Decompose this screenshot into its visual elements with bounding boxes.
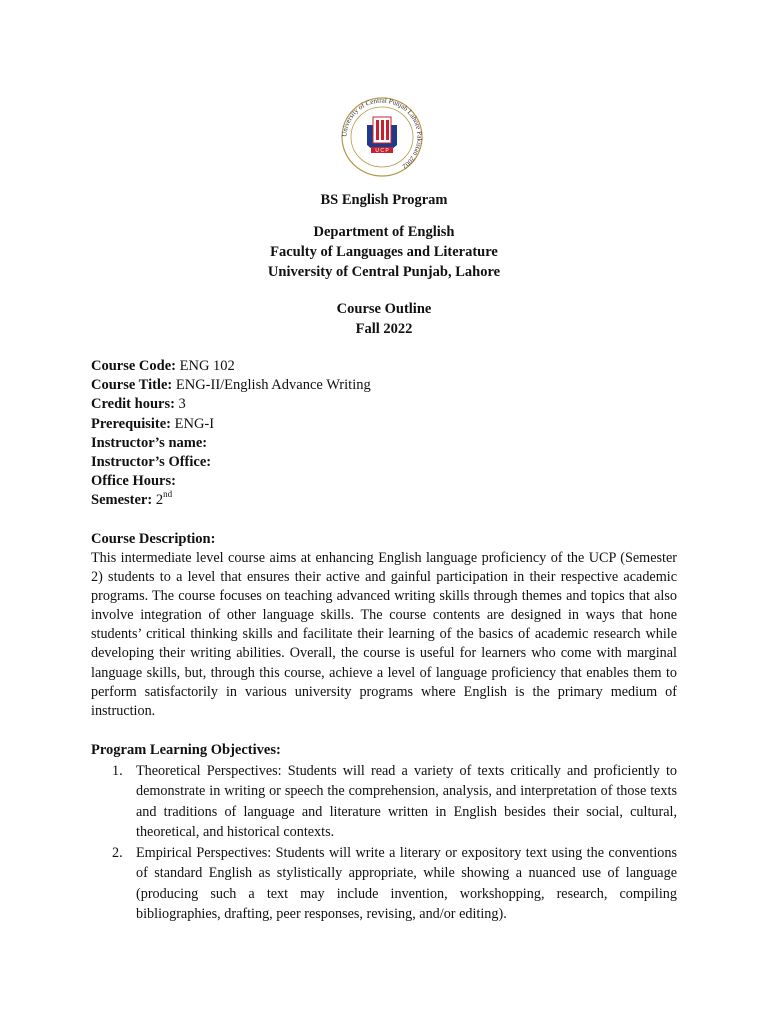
program-heading [0,190,768,210]
objectives-heading: Program Learning Objectives: [91,742,281,758]
course-title-row [91,376,691,395]
instructor-name-row [91,434,691,453]
course-title-label: Course Title: [91,377,173,394]
program-title: BS English Program [320,192,448,208]
university-logo [337,95,427,179]
course-info [91,357,691,511]
office-hours-label: Office Hours: [91,473,176,490]
faculty-name: Faculty of Languages and Literature [270,244,498,260]
institution-block [0,222,768,282]
term: Fall 2022 [355,321,413,337]
office-hours-row [91,472,691,491]
list-item [91,761,677,842]
course-title-value: ENG-II/English Advance Writing [172,377,371,394]
instructor-name-label: Instructor’s name: [91,434,208,451]
objective-number: 2. [112,845,123,862]
document-type: Course Outline [336,301,432,317]
course-description-text: This intermediate level course aims at enhancing English language proficiency of the UCP (Semester 2) students to a level that ensures their active and gainful participation in their respective academic programs. The course focuses on teaching advanced writing skills through themes and topics that also involve integration of other language skills. The course contents are designed in ways that hone students’ critical thinking skills and facilitate their learning of the basics of academic research while developing their writing abilities. Overall, the course is useful for learners who come with marginal language skills, but, through this course, achieve a level of language proficiency that enables them to perform satisfactorily in various university programs where English is the primary medium of instruction. [91,550,677,719]
instructor-office-row [91,453,691,472]
credit-hours-row [91,395,691,414]
objective-text: Empirical Perspectives: Students will write a literary or expository text using the conventions of standard English as stylistically appropriate, while showing a nuanced use of language (producing such a text may include invention, workshopping, research, compiling bibliographies, drafting, peer responses, revising, and/or editing). [136,845,677,923]
course-code-row [91,357,691,376]
svg-text:U C P: U C P [375,148,389,154]
logo-emblem [367,117,397,154]
credit-hours-label: Credit hours: [91,396,175,413]
prerequisite-value: ENG-I [171,415,215,432]
department-name: Department of English [313,224,455,240]
prerequisite-row [91,415,691,434]
course-code-label: Course Code: [91,358,176,374]
instructor-office-label: Instructor’s Office: [91,453,212,470]
logo-ring-text: University of Central Punjab Lahore Pakistan 2002 [340,96,424,171]
semester-row [91,491,691,510]
credit-hours-value: 3 [174,396,186,413]
course-code-value: ENG 102 [175,358,235,374]
outline-block [0,299,768,339]
semester-value: 2 [152,492,164,509]
semester-suffix: nd [163,489,173,500]
objective-number: 1. [112,763,123,779]
list-item [91,843,677,924]
prerequisite-label: Prerequisite: [91,415,171,432]
objectives-list [91,761,677,925]
course-description-heading: Course Description: [91,531,216,547]
semester-label: Semester: [91,492,153,509]
university-name: University of Central Punjab, Lahore [267,264,501,280]
objective-text: Theoretical Perspectives: Students will read a variety of texts critically and proficiently to demonstrate in writing or speech the comprehension, analysis, and interpretation of those texts and traditions of language and literature written in English besides their social, cultural, theoretical, and historical contexts. [136,763,677,840]
